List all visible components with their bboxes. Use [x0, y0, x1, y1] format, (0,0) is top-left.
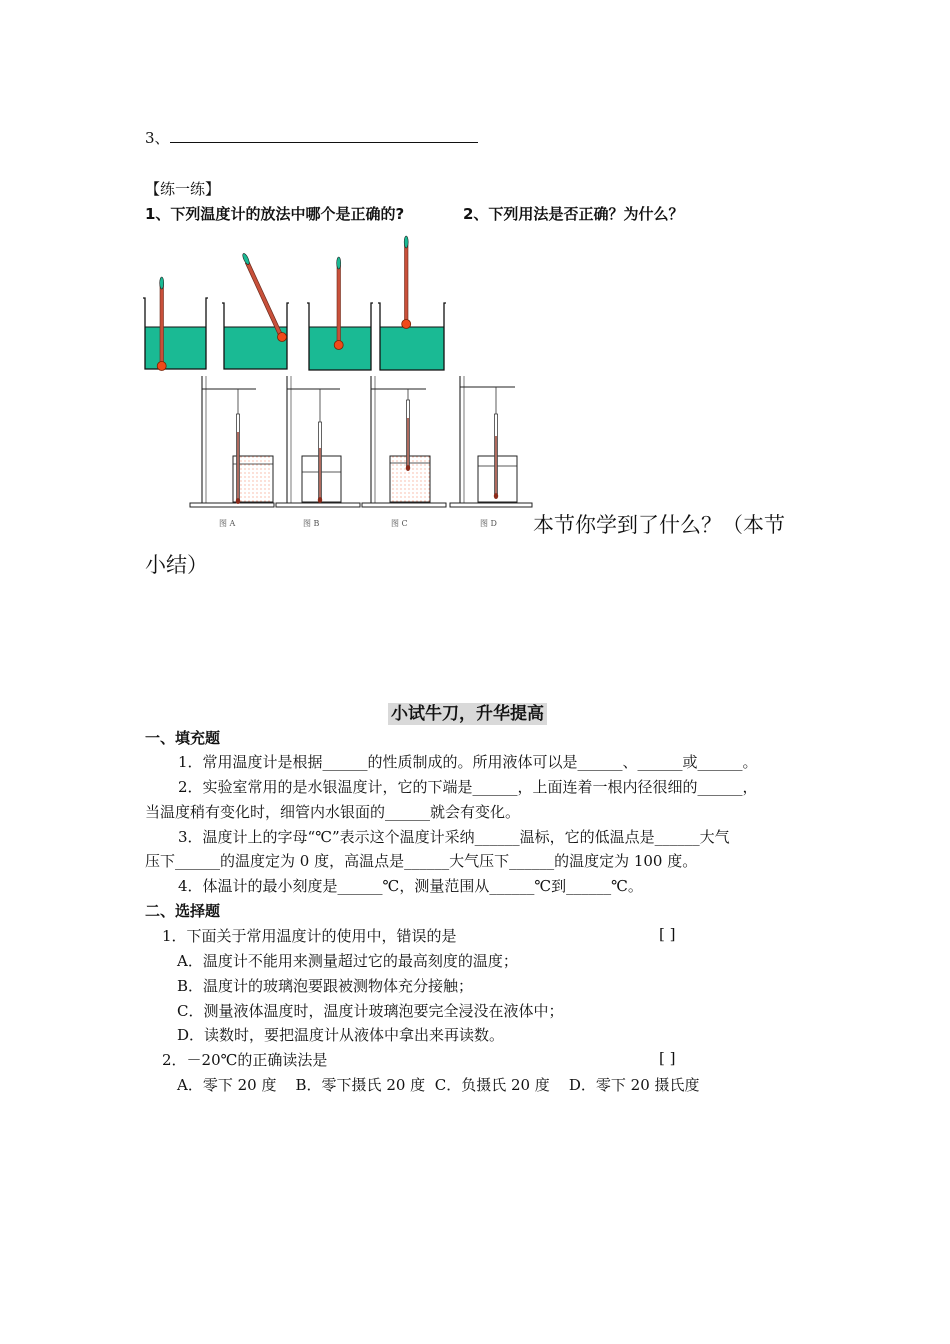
- beaker-1-liquid: [145, 327, 206, 369]
- beaker-2: [222, 253, 289, 369]
- beaker-3: [307, 257, 373, 370]
- caption-c: 图 C: [391, 519, 408, 528]
- choice-question-2-options: A．零下 20 度 B．零下摄氏 20 度 C．负摄氏 20 度 D．零下 20 摄氏度: [177, 1076, 700, 1094]
- beaker-4: [378, 236, 446, 370]
- caption-a: 图 A: [219, 519, 236, 528]
- beaker-4-liquid: [380, 327, 444, 370]
- thermometer-4: [402, 236, 411, 329]
- section-title-text: 小试牛刀，升华提高: [388, 703, 547, 725]
- choice-question-1-bracket: [ ]: [659, 925, 676, 943]
- fill-question-1: 1．常用温度计是根据______的性质制成的。所用液体可以是______、______或______。: [178, 753, 758, 771]
- stand-figure-b: [276, 376, 360, 507]
- item-3-label: 3、: [145, 129, 170, 147]
- choice-option: B．温度计的玻璃泡要跟被测物体充分接触；: [177, 977, 474, 995]
- practice-question-2: 2、下列用法是否正确？为什么？: [463, 205, 684, 223]
- choice-heading: 二、选择题: [145, 902, 221, 920]
- fill-heading: 一、填充题: [145, 729, 221, 747]
- choice-question-1: 1．下面关于常用温度计的使用中，错误的是: [162, 927, 457, 945]
- summary-line-1: 本节你学到了什么？（本节: [533, 513, 785, 537]
- fill-question-3b: 压下______的温度定为 0 度，高温点是______大气压下______的温度定为 100 度。: [145, 852, 698, 870]
- choice-option: D．读数时，要把温度计从液体中拿出来再读数。: [177, 1026, 505, 1044]
- choice-question-2: 2．－20℃的正确读法是: [162, 1051, 328, 1069]
- practice-question-1: 1、下列温度计的放法中哪个是正确的?: [145, 205, 405, 223]
- stand-figure-a: [190, 376, 274, 507]
- fill-question-2a: 2．实验室常用的是水银温度计，它的下端是______，上面连着一根内径很细的______，: [178, 778, 758, 796]
- fill-question-2b: 当温度稍有变化时，细管内水银面的______就会有变化。: [145, 803, 521, 821]
- caption-d: 图 D: [480, 519, 497, 528]
- choice-question-2-bracket: [ ]: [659, 1049, 676, 1067]
- choice-option: C．测量液体温度时，温度计玻璃泡要完全浸没在液体中；: [177, 1002, 564, 1020]
- fill-question-4: 4．体温计的最小刻度是______℃，测量范围从______℃到______℃。: [178, 877, 643, 895]
- summary-line-2: 小结）: [145, 553, 208, 577]
- caption-b: 图 B: [303, 519, 320, 528]
- section-title: [388, 699, 547, 724]
- practice-header: 【练一练】: [145, 180, 221, 198]
- beaker-1: [143, 277, 208, 371]
- choice-option: A．温度计不能用来测量超过它的最高刻度的温度；: [177, 952, 518, 970]
- stand-figure-c: [362, 376, 446, 507]
- fill-question-3a: 3．温度计上的字母“℃”表示这个温度计采纳______温标，它的低温点是______大气: [178, 828, 730, 846]
- stand-figure-d: [450, 376, 532, 507]
